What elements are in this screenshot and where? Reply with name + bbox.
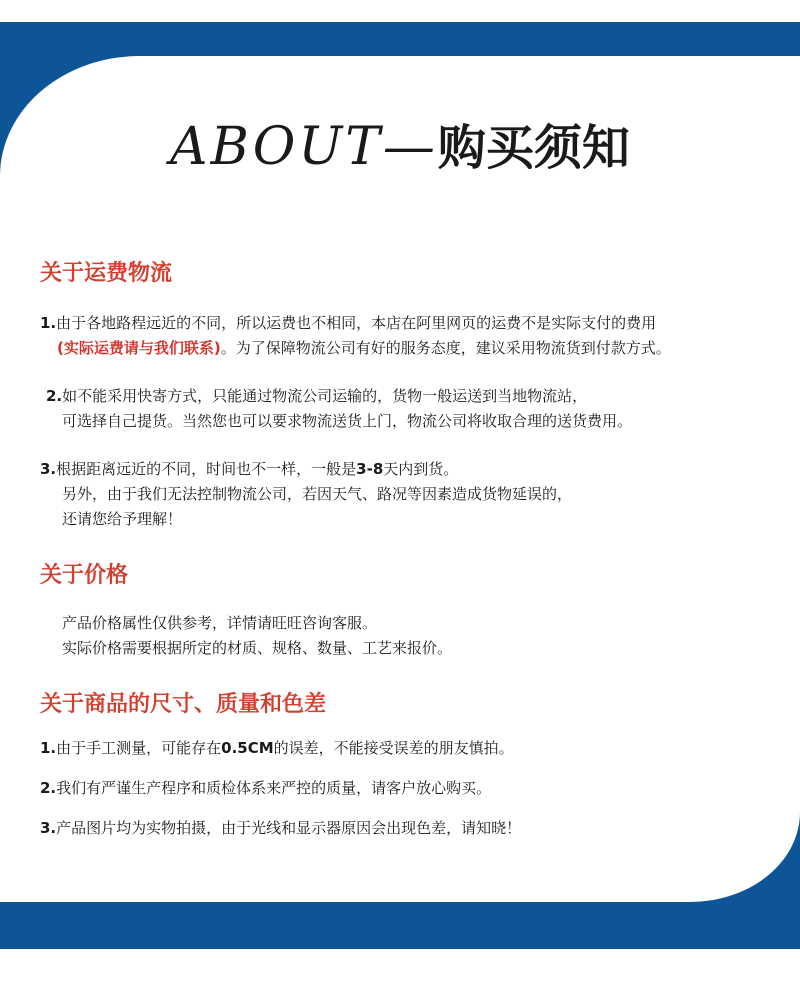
shipping-item-3-line-3: 还请您给予理解！ <box>62 510 183 528</box>
bottom-blue-band <box>0 905 800 949</box>
page-title <box>0 112 800 183</box>
title-chinese: 购买须知 <box>437 120 630 176</box>
shipping-item-2-line-1 <box>46 385 587 407</box>
item-number: 1. <box>40 314 57 332</box>
quality-item-1 <box>40 737 514 759</box>
quality-item-2 <box>40 777 491 799</box>
shipping-item-3-line-2: 另外，由于我们无法控制物流公司，若因天气、路况等因素造成货物延误的， <box>62 485 573 503</box>
quality-item-3 <box>40 817 521 839</box>
item-text: 产品图片均为实物拍摄，由于光线和显示器原因会出现色差，请知晓！ <box>56 819 522 837</box>
item-text: 如不能采用快寄方式，只能通过物流公司运输的，货物一般运送到当地物流站， <box>62 387 588 405</box>
item-text: 。为了保障物流公司有好的服务态度，建议采用物流货到付款方式。 <box>220 339 671 357</box>
contact-note: (实际运费请与我们联系) <box>57 339 221 357</box>
item-text: 的误差，不能接受误差的朋友慎拍。 <box>273 739 514 757</box>
price-line-2: 实际价格需要根据所定的材质、规格、数量、工艺来报价。 <box>62 639 453 657</box>
title-dash: — <box>382 117 438 177</box>
price-line-1: 产品价格属性仅供参考，详情请旺旺咨询客服。 <box>62 614 378 632</box>
title-english: ABOUT <box>170 117 383 177</box>
item-number: 2. <box>40 779 57 797</box>
delivery-days: 3-8 <box>356 460 384 478</box>
section-heading-size-quality: 关于商品的尺寸、质量和色差 <box>40 692 327 717</box>
item-text: 我们有严谨生产程序和质检体系来严控的质量，请客户放心购买。 <box>56 779 492 797</box>
shipping-item-3-line-1 <box>40 458 458 480</box>
section-heading-price: 关于价格 <box>40 563 129 588</box>
item-text: 由于各地路程远近的不同，所以运费也不相同，本店在阿里网页的运费不是实际支付的费用 <box>56 314 657 332</box>
item-text: 天内到货。 <box>383 460 459 478</box>
error-margin: 0.5CM <box>221 739 274 757</box>
item-number: 3. <box>40 819 57 837</box>
item-number: 2. <box>46 387 63 405</box>
item-number: 1. <box>40 739 57 757</box>
item-text: 由于手工测量，可能存在 <box>56 739 222 757</box>
shipping-item-1-line-2 <box>57 337 671 359</box>
shipping-item-2-line-2: 可选择自己提货。当然您也可以要求物流送货上门，物流公司将收取合理的送货费用。 <box>62 412 633 430</box>
section-heading-shipping: 关于运费物流 <box>40 261 173 286</box>
shipping-item-1-line-1 <box>40 312 656 334</box>
item-text: 根据距离远近的不同，时间也不一样，一般是 <box>56 460 357 478</box>
item-number: 3. <box>40 460 57 478</box>
